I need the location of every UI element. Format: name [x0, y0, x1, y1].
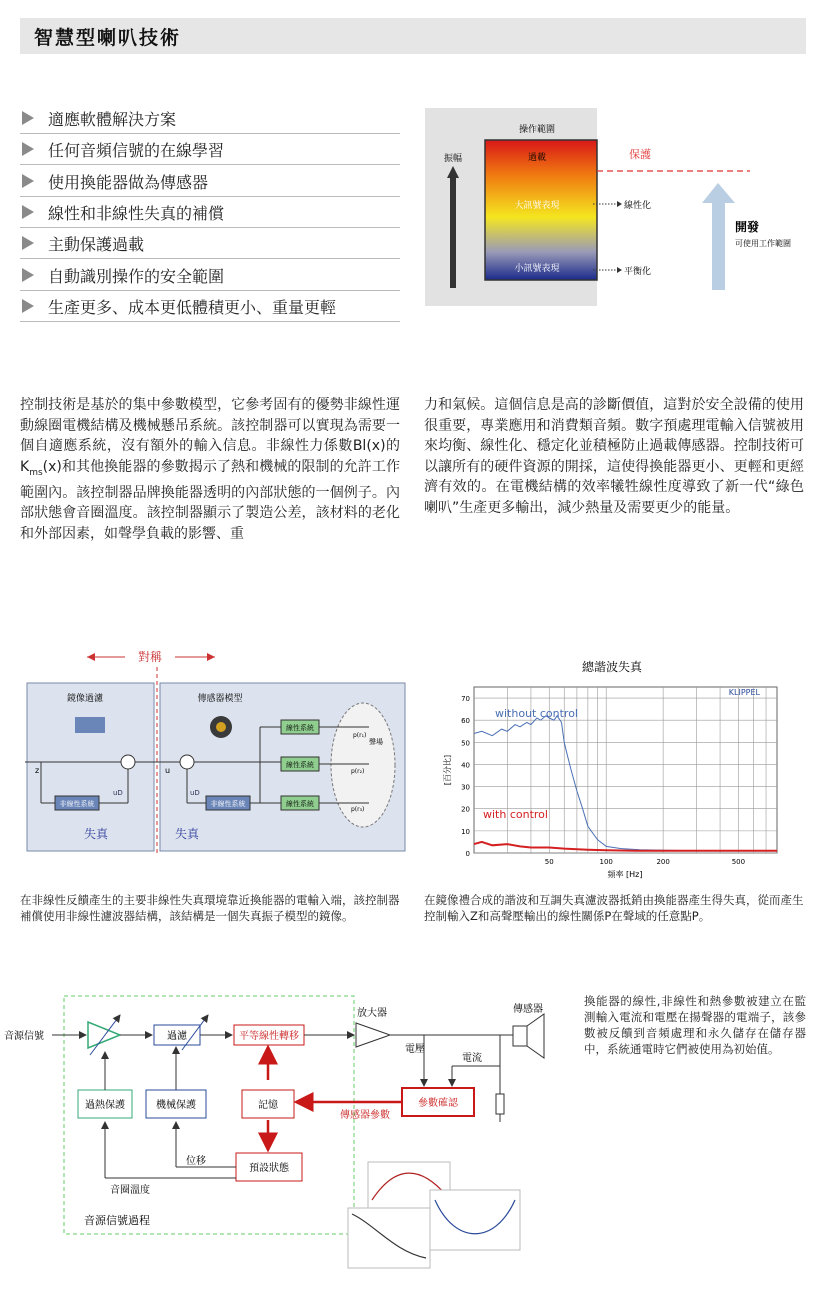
block-diagram	[25, 645, 410, 857]
symmetry-label: 對稱	[137, 650, 163, 664]
feature-label: 線性和非線性失真的補償	[48, 203, 225, 223]
overload-label: 過載	[527, 153, 547, 163]
sensor-model-label: 傳感器模型	[197, 694, 243, 704]
feature-label: 自動識別操作的安全範圍	[48, 266, 225, 286]
mirror-filter-label: 鏡像過濾	[66, 694, 104, 704]
linear-system-2: 線性系統	[286, 761, 314, 769]
caption-left: 在非線性反饋產生的主要非線性失真環境靠近換能器的電輸入端，該控制器補償使用非線性濾波器結構，該結構是一個失真振子模型的鏡像。	[20, 893, 400, 923]
x-tick-label: 50	[544, 858, 554, 866]
amplifier-label: 放大器	[357, 1008, 387, 1019]
ud-label-2: uD	[190, 789, 200, 797]
audio-signal-label: 音源信號	[4, 1031, 44, 1042]
y-tick-label: 20	[461, 805, 470, 814]
x-tick-label: 500	[731, 858, 746, 866]
equal-linear-label: 平等線性轉移	[239, 1031, 299, 1042]
y-tick-label: 70	[461, 695, 470, 704]
feature-item	[20, 103, 400, 134]
y-tick-label: 50	[461, 739, 470, 748]
linear-system-3: 線性系統	[286, 800, 314, 808]
series-label: with control	[483, 808, 548, 822]
triangle-bullet-icon	[22, 205, 34, 219]
caption-right: 在鏡像禮合成的諧波和互調失真濾波器抵銷由換能器產生得失真，從而產生控制輸入Z和高聲壓輸出的線性關係P在聲域的任意點P。	[424, 893, 804, 923]
amplitude-label: 振幅	[443, 154, 463, 164]
linearize-label: 線性化	[624, 201, 652, 211]
feature-item	[20, 228, 400, 259]
y-tick-label: 10	[461, 827, 470, 836]
y-axis-label: [百分比]	[443, 754, 452, 786]
memory-label: 記憶	[258, 1100, 278, 1111]
default-state-label: 預設狀態	[249, 1163, 289, 1174]
sound-field-label: 聲場	[369, 738, 383, 746]
mirror-panel	[27, 683, 154, 851]
title-bar	[20, 18, 806, 54]
distortion-label-1: 失真	[83, 827, 109, 841]
brand-label: KLIPPEL	[728, 688, 760, 697]
amplitude-arrow	[450, 178, 456, 288]
params-confirm-label: 參數確認	[418, 1098, 458, 1109]
displacement-label: 位移	[186, 1156, 206, 1167]
filter-label: 過濾	[167, 1031, 187, 1042]
y-tick-label: 40	[461, 761, 470, 770]
develop-label: 開發	[735, 220, 760, 234]
process-label: 音源信號過程	[84, 1214, 150, 1227]
y-tick-label: 60	[461, 717, 470, 726]
series-label: without control	[495, 707, 578, 720]
sensor-params-label: 傳感器參數	[340, 1110, 390, 1121]
range-title: 操作範圍	[518, 125, 556, 135]
input-amplifier	[88, 1022, 120, 1048]
y-tick-label: 30	[461, 783, 470, 792]
small-signal-label: 小訊號表現	[514, 264, 560, 274]
triangle-bullet-icon	[22, 236, 34, 250]
nonlinear-system-1: 非線性系統	[59, 800, 95, 808]
x-tick-label: 200	[656, 858, 670, 866]
coil-temp-label: 音圈溫度	[110, 1185, 150, 1196]
triangle-bullet-icon	[22, 268, 34, 282]
sensor-label: 傳感器	[513, 1004, 543, 1015]
body-right: 力和氣候。這個信息是高的診斷價值，這對於安全設備的使用很重要，專業應用和消費類音頻。數字預處理電輸入信號被用來均衡、線性化、穩定化並積極防止過載傳感器。控制技術可以讓所有的硬件資源的開採，這使得換能器更小、更輕和更經濟有效的。在電機結構的效率犧牲線性度導致了新一代“綠色喇叭”生產更多輸出，減少熱量及需要更少的能量。	[424, 397, 804, 516]
speaker-icon	[513, 1026, 527, 1046]
protect-label: 保護	[629, 148, 651, 161]
p3-label: p(r₃)	[351, 806, 365, 813]
flow-diagram	[0, 990, 575, 1300]
feature-label: 生產更多、成本更低體積更小、重量更輕	[48, 297, 337, 317]
x-tick-label: 100	[599, 858, 613, 866]
mini-chart-3	[348, 1208, 430, 1268]
p1-label: p(r₁)	[353, 732, 367, 739]
overheat-label: 過熱保護	[85, 1100, 125, 1111]
voltage-label: 電壓	[405, 1044, 425, 1055]
current-label: 電流	[462, 1053, 482, 1064]
p2-label: p(r₂)	[351, 768, 365, 775]
large-signal-label: 大訊號表現	[514, 201, 560, 211]
develop-arrow	[702, 183, 735, 290]
thd-chart	[440, 655, 785, 880]
y-tick-label: 0	[465, 850, 470, 858]
chart-title: 總諧波失真	[581, 660, 643, 674]
x-axis-label: 頻率 [Hz]	[607, 870, 643, 879]
balance-label: 平衡化	[624, 267, 652, 277]
feature-item	[20, 134, 400, 165]
triangle-bullet-icon	[22, 142, 34, 156]
feature-label: 使用換能器做為傳感器	[48, 172, 209, 192]
u-label: u	[165, 766, 171, 775]
power-amplifier	[356, 1023, 390, 1047]
triangle-bullet-icon	[22, 111, 34, 125]
feature-label: 適應軟體解決方案	[48, 110, 177, 129]
side-text: 換能器的線性,非線性和熱參數被建立在監測輸入電流和電壓在揚聲器的電端子，該參數被反饋到音頻處理和永久儲存在儲存器中，系統通電時它們被使用為初始值。	[584, 994, 806, 1056]
triangle-bullet-icon	[22, 174, 34, 188]
operating-range-diagram	[425, 108, 825, 308]
usable-range-label: 可使用工作範圍	[735, 239, 791, 248]
feature-label: 任何音頻信號的在線學習	[48, 141, 225, 161]
feature-item	[20, 291, 400, 322]
nonlinear-system-2: 非線性系統	[210, 800, 246, 808]
chip-icon	[75, 717, 105, 733]
distortion-label-2: 失真	[174, 827, 200, 841]
mini-chart-2	[430, 1190, 520, 1250]
linear-system-1: 線性系統	[286, 724, 314, 732]
feature-item	[20, 166, 400, 197]
triangle-bullet-icon	[22, 299, 34, 313]
mech-label: 機械保護	[156, 1100, 196, 1111]
feature-item	[20, 260, 400, 291]
ud-label-1: uD	[113, 789, 123, 797]
page-title: 智慧型喇叭技術	[34, 27, 182, 49]
body-left: 控制技術是基於的集中參數模型，它參考固有的優勢非線性運動線圈電機結構及機械懸吊系統。該控制器可以實現為需要一個自適應系統，沒有額外的輸入信息。非線性力係數Bl(x)的$K_{ms}(x)$和其他換能器的參數揭示了熱和機械的限制的允許工作範圍內。該控制器品牌換能器透明的內部狀態的一個例子。內部狀態會音圈溫度。該控制器顯示了製造公差，該材料的老化和外部因素，如聲學負載的影響、重	[20, 397, 400, 542]
z-label: z	[35, 766, 40, 775]
feature-label: 主動保護過載	[48, 235, 145, 255]
feature-item	[20, 197, 400, 228]
